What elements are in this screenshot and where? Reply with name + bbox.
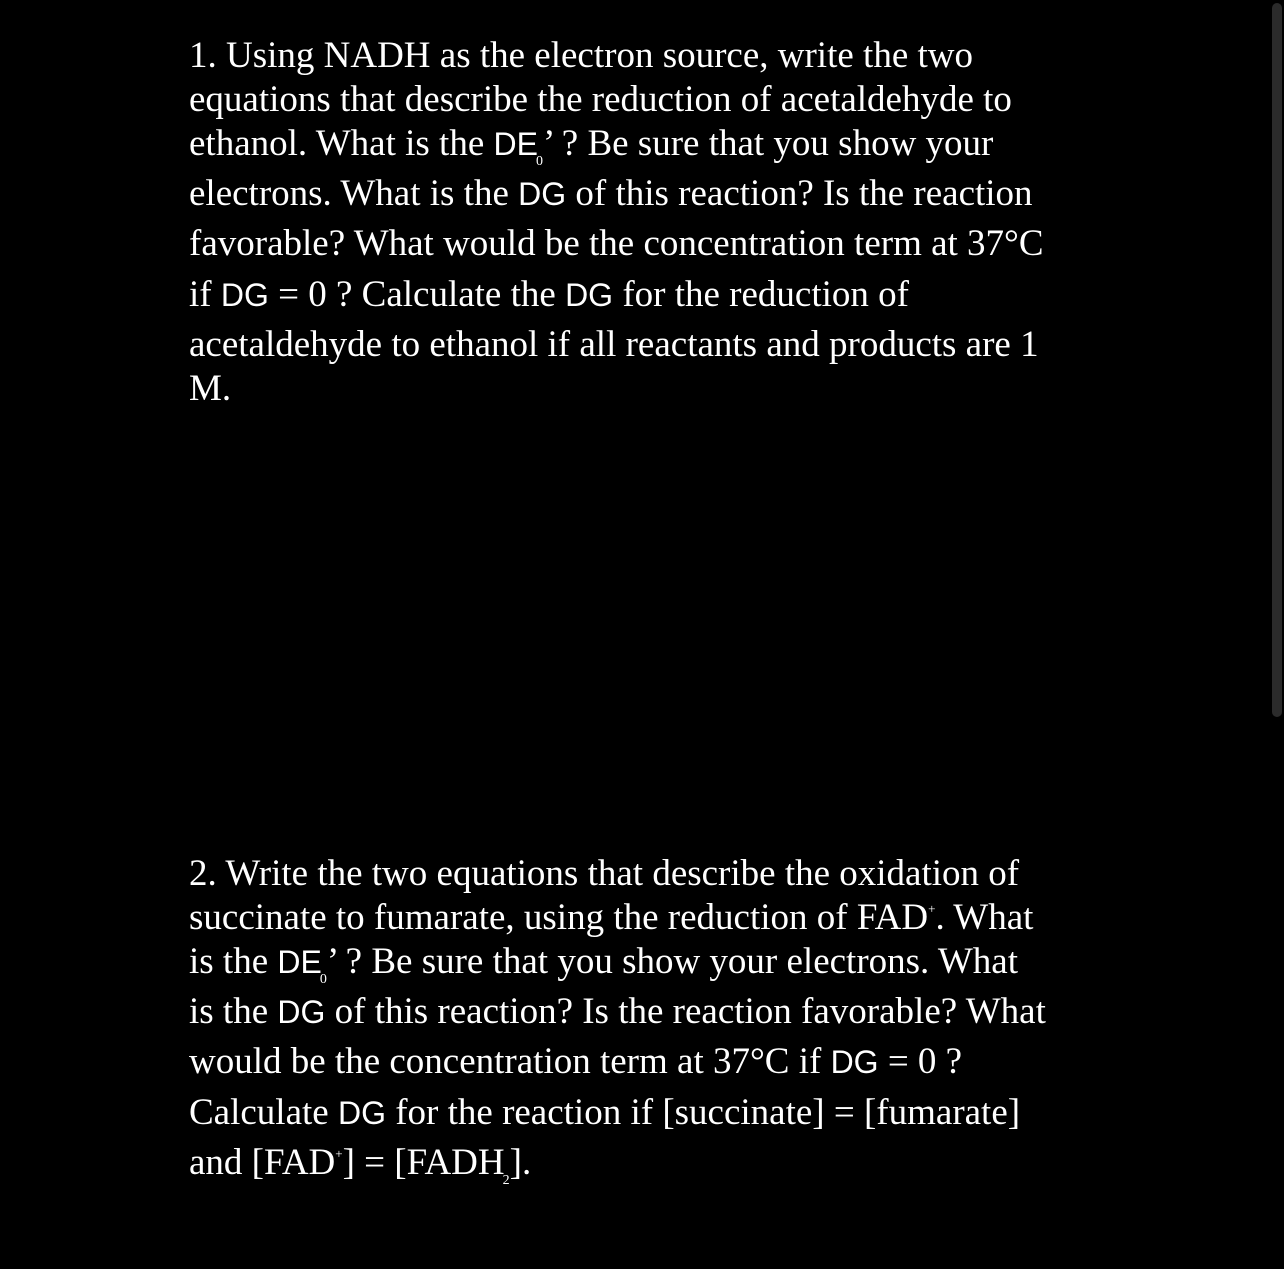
q1-text: favorable? What would be the concentration term at 37°C (189, 223, 1044, 264)
q1-line-6 (189, 273, 909, 316)
delta-e-symbol: DE (493, 126, 538, 162)
superscript: + (928, 901, 936, 916)
q2-line-6 (189, 1091, 1020, 1134)
q2-text: and [FAD (189, 1142, 336, 1183)
q2-text: for the reaction if [succinate] = [fumarate] (385, 1092, 1021, 1133)
q2-line-2 (189, 896, 1033, 939)
q1-line-3 (189, 122, 993, 170)
q1-text: of this reaction? Is the reaction (566, 173, 1033, 214)
subscript: 0 (319, 972, 327, 987)
q2-line-1 (189, 852, 1019, 895)
q1-line-2 (189, 78, 1012, 121)
superscript: + (335, 1146, 343, 1161)
q1-text: if (189, 274, 221, 315)
q1-line-5 (189, 222, 1044, 265)
q2-text: Calculate (189, 1092, 338, 1133)
q2-line-7 (189, 1141, 531, 1189)
vertical-scrollbar[interactable] (1270, 0, 1284, 1269)
delta-e-symbol: DE (277, 944, 322, 980)
q2-line-5 (189, 1040, 962, 1083)
q2-text: is the (189, 991, 278, 1032)
q1-line-4 (189, 172, 1033, 215)
q2-text: ] = [FADH (342, 1142, 505, 1183)
q1-text: 1. Using NADH as the electron source, write the two (189, 35, 973, 76)
q1-text: ’ ? Be sure that you show your (542, 123, 994, 164)
delta-g-symbol: DG (830, 1044, 879, 1080)
subscript: 2 (502, 1173, 510, 1188)
q2-line-3 (189, 940, 1018, 988)
q1-line-7 (189, 323, 1039, 366)
q2-text: would be the concentration term at 37°C if (189, 1041, 831, 1082)
q1-line-8 (189, 367, 231, 410)
q1-text: for the reduction of (613, 274, 909, 315)
q2-line-4 (189, 990, 1046, 1033)
delta-g-symbol: DG (277, 994, 326, 1030)
q2-text: succinate to fumarate, using the reduction of FAD (189, 897, 929, 938)
delta-g-symbol: DG (565, 277, 614, 313)
q1-text: electrons. What is the (189, 173, 519, 214)
q2-text: . What (935, 897, 1034, 938)
q1-text: M. (189, 368, 232, 409)
q2-text: is the (189, 941, 278, 982)
q1-text: = 0 ? Calculate the (268, 274, 566, 315)
q2-text: 2. Write the two equations that describe the oxidation of (189, 853, 1020, 894)
q2-text: ’ ? Be sure that you show your electrons. What (326, 941, 1019, 982)
delta-g-symbol: DG (337, 1095, 386, 1131)
subscript: 0 (535, 154, 543, 169)
q1-text: equations that describe the reduction of acetaldehyde to (189, 79, 1012, 120)
q2-text: = 0 ? (878, 1041, 963, 1082)
q1-text: ethanol. What is the (189, 123, 494, 164)
scrollbar-thumb[interactable] (1272, 3, 1282, 717)
q2-text: ]. (509, 1142, 532, 1183)
delta-g-symbol: DG (518, 176, 567, 212)
delta-g-symbol: DG (220, 277, 269, 313)
q1-text: acetaldehyde to ethanol if all reactants and products are 1 (189, 324, 1039, 365)
q2-text: of this reaction? Is the reaction favorable? What (325, 991, 1046, 1032)
q1-line-1 (189, 34, 973, 77)
